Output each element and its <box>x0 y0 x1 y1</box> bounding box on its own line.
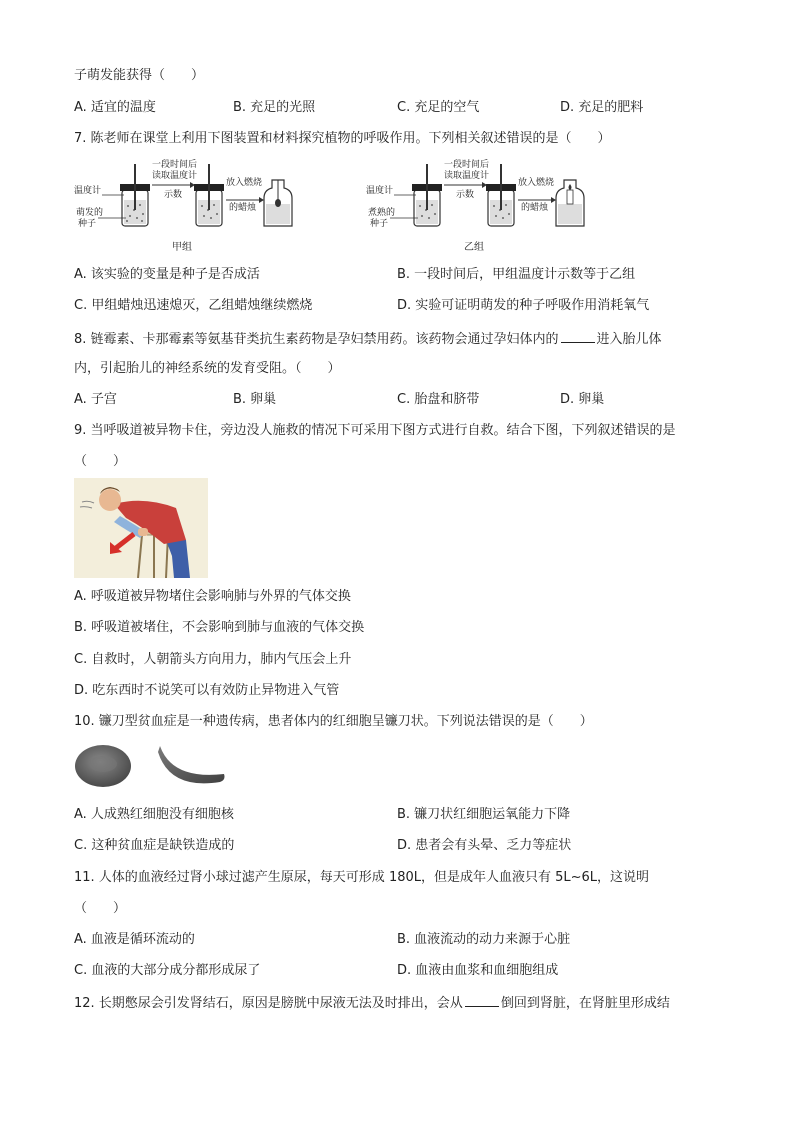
arrow2-label-a-1: 放入燃烧 <box>226 178 263 188</box>
seed-label-b-1: 煮熟的 <box>368 208 396 218</box>
q9-option-d[interactable]: D. 吃东西时不说笑可以有效防止异物进入气管 <box>74 683 340 698</box>
q11-stem-line2: （ ） <box>74 901 127 916</box>
q7-option-c[interactable]: C. 甲组蜡烛迅速熄灭，乙组蜡烛继续燃烧 <box>74 298 313 313</box>
q6-option-a[interactable]: A. 适宜的温度 <box>74 100 156 115</box>
q11-option-b[interactable]: B. 血液流动的动力来源于心脏 <box>397 932 571 947</box>
arrow2-label-a-2: 的蜡烛 <box>229 203 257 213</box>
q8-stem-part2: 进入胎儿体 <box>596 332 662 347</box>
q12-stem-line1 <box>74 992 670 1014</box>
q9-stem-line2: （ ） <box>74 454 127 469</box>
arrow1-label-b-1: 一段时间后 <box>444 160 490 170</box>
q12-stem-part1: 12. 长期憋尿会引发肾结石，原因是膀胱中尿液无法及时排出，会从 <box>74 996 463 1011</box>
q8-stem-line1 <box>74 328 662 350</box>
q9-option-a[interactable]: A. 呼吸道被异物堵住会影响肺与外界的气体交换 <box>74 589 351 604</box>
q8-answer-blank[interactable] <box>561 328 595 343</box>
q7-option-b[interactable]: B. 一段时间后，甲组温度计示数等于乙组 <box>397 267 636 282</box>
group-b-caption: 乙组 <box>464 242 484 253</box>
q12-stem-part2: 倒回到肾脏，在肾脏里形成结 <box>500 996 670 1011</box>
q11-option-d[interactable]: D. 血液由血浆和血细胞组成 <box>397 963 559 978</box>
q7-stem: 7. 陈老师在课堂上利用下图装置和材料探究植物的呼吸作用。下列相关叙述错误的是（ ） <box>74 131 611 146</box>
self-heimlich-illustration <box>74 478 208 578</box>
q12-answer-blank[interactable] <box>465 992 499 1007</box>
self-rescue-image <box>74 478 208 578</box>
seed-label-b-2: 种子 <box>370 219 389 229</box>
thermometer-label-b: 温度计 <box>366 186 394 196</box>
q6-option-d[interactable]: D. 充足的肥料 <box>560 100 644 115</box>
q7-option-a[interactable]: A. 该实验的变量是种子是否成活 <box>74 267 260 282</box>
q10-option-b[interactable]: B. 镰刀状红细胞运氧能力下降 <box>397 807 571 822</box>
q7-option-d[interactable]: D. 实验可证明萌发的种子呼吸作用消耗氧气 <box>397 298 650 313</box>
q7-figure-group-a <box>74 160 314 260</box>
arrow2-label-b-1: 放入燃烧 <box>518 178 555 188</box>
q10-option-a[interactable]: A. 人成熟红细胞没有细胞核 <box>74 807 234 822</box>
q10-stem: 10. 镰刀型贫血症是一种遗传病，患者体内的红细胞呈镰刀状。下列说法错误的是（ ） <box>74 714 593 729</box>
q7-figure-group-b <box>366 160 606 260</box>
thermometer-label-a: 温度计 <box>74 186 102 196</box>
q11-option-a[interactable]: A. 血液是循环流动的 <box>74 932 195 947</box>
blood-cell-illustration <box>74 740 234 790</box>
red-blood-cells-image <box>74 740 234 790</box>
q8-stem-part1: 8. 链霉素、卡那霉素等氨基苷类抗生素药物是孕妇禁用药。该药物会通过孕妇体内的 <box>74 332 559 347</box>
seed-label-a-1: 萌发的 <box>76 208 104 218</box>
q10-option-c[interactable]: C. 这种贫血症是缺铁造成的 <box>74 838 235 853</box>
q8-option-c[interactable]: C. 胎盘和脐带 <box>397 392 480 407</box>
q8-stem-line2: 内，引起胎儿的神经系统的发育受阻。（ ） <box>74 361 341 376</box>
arrow1-label-a-2: 读取温度计 <box>152 171 198 181</box>
q10-option-d[interactable]: D. 患者会有头晕、乏力等症状 <box>397 838 572 853</box>
q8-option-b[interactable]: B. 卵巢 <box>233 392 277 407</box>
q6-option-b[interactable]: B. 充足的光照 <box>233 100 316 115</box>
arrow1-label-a-1: 一段时间后 <box>152 160 198 170</box>
arrow2-label-b-2: 的蜡烛 <box>521 203 549 213</box>
seed-label-a-2: 种子 <box>78 219 97 229</box>
q11-stem-line1: 11. 人体的血液经过肾小球过滤产生原尿，每天可形成 180L，但是成年人血液只有 5L~6L，这说明 <box>74 870 650 885</box>
group-a-caption: 甲组 <box>172 242 192 253</box>
q6-stem-tail: 子萌发能获得（ ） <box>74 68 205 83</box>
q11-option-c[interactable]: C. 血液的大部分成分都形成尿了 <box>74 963 261 978</box>
q9-option-b[interactable]: B. 呼吸道被堵住，不会影响到肺与血液的气体交换 <box>74 620 365 635</box>
q8-option-a[interactable]: A. 子宫 <box>74 392 117 407</box>
q9-stem-line1: 9. 当呼吸道被异物卡住，旁边没人施救的情况下可采用下图方式进行自救。结合下图，下列叙述错误的是 <box>74 423 676 438</box>
arrow1-label-b-2: 读取温度计 <box>444 171 490 181</box>
arrow1-label-b-3: 示数 <box>456 190 475 200</box>
q9-option-c[interactable]: C. 自救时，人朝箭头方向用力，肺内气压会上升 <box>74 652 352 667</box>
arrow1-label-a-3: 示数 <box>164 190 183 200</box>
q8-option-d[interactable]: D. 卵巢 <box>560 392 605 407</box>
q6-option-c[interactable]: C. 充足的空气 <box>397 100 480 115</box>
